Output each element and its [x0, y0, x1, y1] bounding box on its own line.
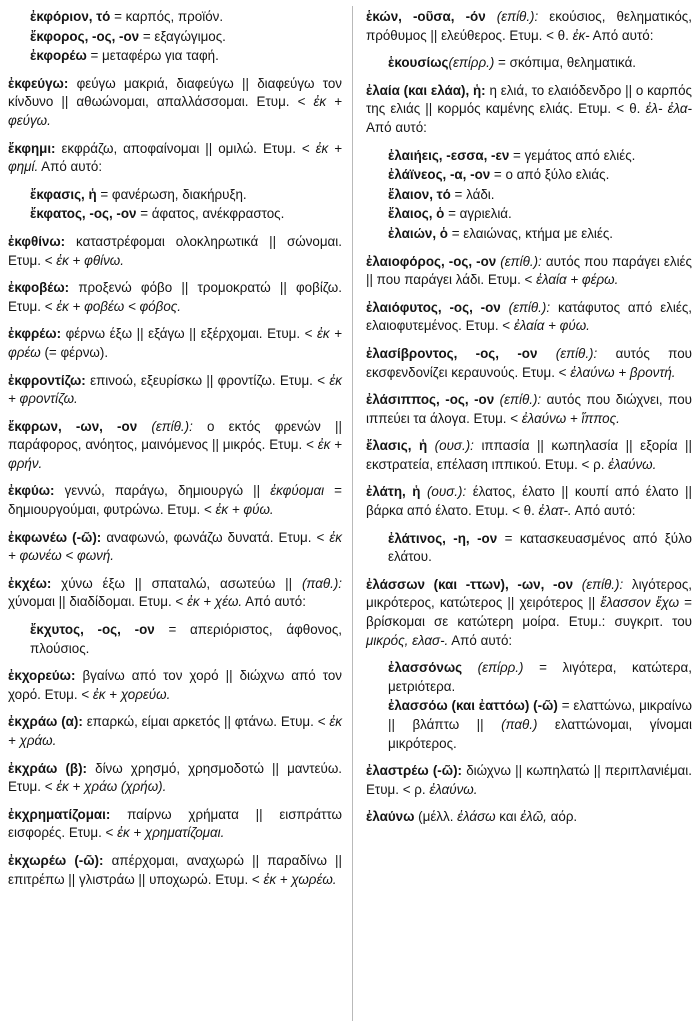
sub-entry: [366, 166, 692, 185]
grammar-note: (παθ.): [501, 717, 538, 732]
part-of-speech: (ουσ.):: [420, 484, 467, 500]
etymology: ἐλαύνω + βροντή.: [570, 364, 676, 380]
etymology: ἐκ + χορεύω.: [92, 686, 171, 702]
sub-entry: [8, 186, 342, 205]
headword: ἐλάϊνεος, -α, -ον: [388, 167, 491, 183]
part-of-speech: (επίθ.):: [485, 9, 539, 24]
dictionary-entry: [8, 529, 342, 566]
etymology-2: ἐκ + φύω.: [215, 502, 274, 518]
part-of-speech: (επίθ.):: [496, 253, 542, 269]
dictionary-entry: [8, 140, 342, 177]
definition-tail-2: Από αυτό:: [448, 632, 513, 648]
headword: ἐκφρέω:: [8, 326, 62, 342]
part-of-speech: (επίθ.):: [500, 299, 551, 315]
etymology: ἐλαία + φέρω.: [536, 272, 619, 288]
etymology: ἐκ + φωνέω < φωνή.: [8, 529, 343, 564]
dictionary-entry: [366, 808, 692, 827]
etymology-2: μικρός, ελασ-.: [366, 632, 449, 648]
column-divider: [352, 6, 353, 1021]
headword: ἐκφεύγω:: [8, 75, 69, 91]
dictionary-entry: [366, 437, 692, 474]
definition-tail: = δημιουργούμαι, φυτρώνω. Ετυμ. <: [8, 483, 342, 518]
definition: αυτός που παράγει ελιές || που παράγει λάδι. Ετυμ. <: [366, 253, 692, 288]
definition: επαρκώ, είμαι αρκετός || φτάνω. Ετυμ. <: [82, 714, 330, 730]
part-of-speech: (επίθ.):: [494, 392, 542, 408]
dictionary-entry: [8, 806, 342, 843]
dictionary-entry: [366, 391, 692, 428]
headword: ἐκχέω:: [8, 575, 52, 591]
etymology-2: ἐλῶ,: [520, 809, 547, 825]
dictionary-entry: [8, 482, 342, 519]
definition-tail: Από αυτό:: [366, 119, 427, 135]
part-of-speech: (επίθ.):: [537, 345, 598, 361]
headword: ἐκχρηματίζομαι:: [8, 806, 111, 822]
dictionary-entry: [366, 299, 692, 336]
headword: ἐκφθίνω:: [8, 233, 66, 249]
definition: προξενώ φόβο || τρομοκρατώ || φοβίζω. Ετυμ. <: [8, 280, 342, 314]
headword: ἑκουσίως: [388, 55, 449, 71]
dictionary-entry: [8, 713, 342, 750]
definition: = μεταφέρω για ταφή.: [86, 48, 219, 64]
definition: = αγριελιά.: [444, 206, 512, 222]
etymology: ἐλαία + φύω.: [513, 318, 590, 334]
headword: ἔκφορος, -ος, -ον: [30, 28, 140, 44]
headword: ἐλαία (και ελάα), ἡ:: [366, 82, 486, 98]
sub-entry: [366, 697, 692, 753]
etymology: ἐκ + χράω.: [8, 714, 342, 748]
etymology: ἐκφύομαι: [270, 483, 325, 499]
definition: διώχνω || κωπηλατώ || περιπλανιέμαι. Ετυμ. < ρ.: [366, 763, 692, 797]
definition: ο εκτός φρενών || παράφορος, ανόητος, μαινόμενος || μικρός. Ετυμ. <: [8, 418, 342, 453]
headword: ἔκχυτος, -ος, -ον: [30, 622, 155, 638]
definition-tail: Από αυτό:: [589, 27, 654, 43]
sub-entry: [366, 225, 692, 244]
etymology: ἐλάσω: [457, 809, 496, 825]
dictionary-entry: [366, 345, 692, 382]
definition: παίρνω χρήματα || εισπράττω εισφορές. Ετυμ. <: [8, 806, 342, 841]
dictionary-entry: [8, 372, 342, 409]
definition: η ελιά, το ελαιόδενδρο || ο καρπός της ελιάς || κορμός καμένης ελιάς. Ετυμ. < θ.: [366, 82, 692, 117]
headword: ἔκφημι:: [8, 140, 56, 156]
etymology: ἐλαύνω.: [608, 456, 657, 472]
dictionary-entry: [8, 760, 342, 797]
definition: κατάφυτος από ελιές, ελαιοφυτεμένος. Ετυμ. <: [366, 299, 692, 334]
headword: ἐλαιοφόρος, -ος, -ον: [366, 253, 497, 269]
definition: εκούσιος, θεληματικός, πρόθυμος || ελεύθερος. Ετυμ. < θ.: [366, 9, 692, 43]
sub-entry: [8, 47, 342, 66]
headword: ἐλαστρέω (-ῶ):: [366, 763, 462, 779]
etymology: ἐκ + φημί.: [8, 140, 343, 175]
part-of-speech: (επίρρ.): [462, 660, 524, 676]
definition: βγαίνω από τον χορό || διώχνω από τον χορό. Ετυμ. <: [8, 668, 342, 702]
etymology: ἐλατ-.: [538, 503, 572, 519]
dictionary-entry: [366, 253, 692, 290]
headword: ἐλασσόνως: [388, 660, 463, 676]
etymology: ἐκ + φρέω: [8, 326, 342, 360]
definition-tail-2: Από αυτό:: [242, 594, 306, 610]
headword: ἐλαιών, ὁ: [388, 225, 448, 241]
dictionary-entry: [8, 852, 342, 889]
etymology: ἐλαύνω + ἵππος.: [521, 410, 620, 426]
headword: ἐλασίβροντος, -ος, -ον: [366, 345, 538, 361]
headword: ἔλασις, ἡ: [366, 438, 428, 454]
definition-tail: Από αυτό:: [38, 159, 103, 175]
definition: = ο από ξύλο ελιάς.: [490, 167, 610, 183]
headword: ἐλάσιππος, -ος, -ον: [366, 392, 495, 408]
definition: = εξαγώγιμος.: [139, 28, 226, 44]
headword: ἐλαιήεις, -εσσα, -εν: [388, 147, 510, 163]
sub-entry: [8, 8, 342, 27]
headword: ἐκχράω (α):: [8, 714, 83, 730]
dictionary-entry: [366, 8, 692, 45]
definition-tail: (= φέρνω).: [40, 344, 109, 360]
dictionary-entry: [8, 75, 342, 131]
headword: ἐκφόριον, τό: [30, 9, 111, 24]
headword: ἐλάτη, ἡ: [366, 484, 421, 500]
sub-entry: [366, 530, 692, 567]
headword: ἐκφοβέω:: [8, 280, 70, 296]
definition: = ελαιώνας, κτήμα με ελιές.: [447, 225, 614, 241]
definition-tail: χύνομαι || διαδίδομαι. Ετυμ. <: [8, 594, 187, 610]
dictionary-entry: [366, 576, 692, 650]
dictionary-entry: [366, 762, 692, 799]
dictionary-entry: [8, 233, 342, 270]
definition: γεννώ, παράγω, δημιουργώ ||: [54, 483, 271, 499]
etymology: ἐκ + φρήν.: [8, 437, 342, 471]
definition: επινοώ, εξευρίσκω || φροντίζω. Ετυμ. <: [85, 372, 330, 388]
sub-entry: [366, 659, 692, 696]
definition: δίνω χρησμό, χρησμοδοτώ || μαντεύω. Ετυμ. <: [8, 760, 342, 795]
headword: ἐλάτινος, -η, -ον: [388, 530, 498, 546]
headword: ἐλαύνω: [366, 809, 415, 825]
dictionary-entry: [366, 82, 692, 138]
etymology: ἐλ- ἐλα-: [645, 101, 692, 117]
dictionary-entry: [366, 483, 692, 520]
etymology: ἐλαύνω.: [429, 781, 478, 797]
sub-entry: [8, 205, 342, 224]
definition: έλατος, έλατο || κουπί από έλατο || βάρκα από έλατο. Ετυμ. < θ.: [366, 484, 692, 519]
definition: = ελαττώνω, μικραίνω || βλάπτω ||: [388, 698, 692, 732]
etymology: ἐκ + χράω (χρήω).: [56, 779, 167, 795]
definition: αναφωνώ, φωνάζω δυνατά. Ετυμ. <: [101, 529, 330, 545]
definition: = άφατος, ανέκφραστος.: [136, 206, 285, 222]
definition: λιγότερος, μικρότερος, κατώτερος || χειρότερος ||: [366, 576, 692, 611]
dictionary-entry: [8, 575, 342, 612]
headword: ἔκφασις, ἡ: [30, 186, 97, 202]
headword: ἔκφατος, -ος, -ον: [30, 206, 137, 222]
headword: ἐλάσσων (και -ττων), -ων, -ον: [366, 576, 574, 592]
headword: ἐκφροντίζω:: [8, 372, 86, 388]
definition: εκφράζω, αποφαίνομαι || ομιλώ. Ετυμ. <: [55, 140, 316, 156]
etymology: ἐκ + φροντίζω.: [8, 372, 342, 407]
definition: = λιγότερα, κατώτερα, μετριότερα.: [388, 660, 693, 694]
definition-tail: και: [495, 809, 521, 825]
definition-tail: Από αυτό:: [571, 503, 636, 519]
definition: απέρχομαι, αναχωρώ || παραδίνω || επιτρέπω || γλιστράω || υποχωρώ. Ετυμ. <: [8, 852, 342, 887]
etymology: ἔλασσον ἔχω: [600, 595, 680, 611]
sub-entry: [8, 621, 342, 658]
sub-entry: [366, 54, 692, 73]
headword: ἐκφύω:: [8, 483, 55, 499]
sub-entry: [366, 147, 692, 166]
definition: φέρνω έξω || εξάγω || εξέρχομαι. Ετυμ. <: [61, 326, 318, 342]
definition: = γεμάτος από ελιές.: [509, 147, 636, 163]
etymology-2: ἐκ + χέω.: [186, 594, 243, 610]
definition: αυτός που εκσφενδονίζει κεραυνούς. Ετυμ. <: [366, 345, 693, 380]
etymology: ἐκ + φεύγω.: [8, 94, 342, 128]
part-of-speech: (επίθ.):: [137, 418, 193, 434]
headword: ἐλασσόω (και ἐαττόω) (-ῶ): [388, 698, 558, 714]
part-of-speech: (επίρρ.): [448, 55, 495, 71]
dictionary-entry: [8, 667, 342, 704]
definition: = κατασκευασμένος από ξύλο ελάτου.: [388, 530, 693, 565]
headword: ἐκχορεύω:: [8, 668, 76, 684]
headword: ἐκχράω (β):: [8, 760, 88, 776]
definition: = σκόπιμα, θεληματικά.: [494, 55, 637, 71]
definition-tail: = βρίσκομαι σε κατώτερη μοίρα. Ετυμ.: συγκριτ. του: [366, 595, 692, 630]
etymology: ἐκ + φοβέω < φόβος.: [56, 298, 182, 314]
headword: ἐλαιόφυτος, -ος, -ον: [366, 299, 501, 315]
definition: = λάδι.: [450, 186, 495, 202]
headword: ἔλαιος, ὁ: [388, 206, 445, 222]
headword: ἐκχωρέω (-ῶ):: [8, 852, 104, 868]
headword: ἐκφορέω: [30, 48, 87, 64]
definition-tail: ελαττώνομαι, γίνομαι μικρότερος.: [388, 717, 692, 751]
etymology: ἐκ + χρηματίζομαι.: [117, 825, 225, 841]
sub-entry: [366, 186, 692, 205]
grammar-note: (παθ.):: [301, 575, 342, 591]
definition: καταστρέφομαι ολοκληρωτικά || σώνομαι. Ετυμ. <: [8, 233, 342, 268]
right-column: [366, 8, 692, 836]
definition: (μέλλ.: [414, 809, 458, 825]
definition-tail-2: αόρ.: [546, 809, 578, 825]
sub-entry: [8, 28, 342, 47]
headword: ἔκφρων, -ων, -ον: [8, 418, 138, 434]
sub-entry: [366, 205, 692, 224]
definition: χύνω έξω || σπαταλώ, ασωτεύω ||: [51, 575, 302, 591]
part-of-speech: (επίθ.):: [573, 576, 624, 592]
dictionary-entry: [8, 279, 342, 316]
definition: = φανέρωση, διακήρυξη.: [96, 186, 247, 202]
definition: = απεριόριστος, άφθονος, πλούσιος.: [30, 622, 343, 656]
etymology: ἐκ + φθίνω.: [56, 252, 124, 268]
headword: ἑκών, -οῦσα, -όν: [366, 9, 486, 24]
headword: ἐκφωνέω (-ῶ):: [8, 529, 102, 545]
etymology: ἐκ-: [572, 27, 590, 43]
left-column: [8, 8, 342, 898]
dictionary-entry: [8, 418, 342, 474]
definition: αυτός που διώχνει, που ιππεύει τα άλογα. Ετυμ. <: [366, 392, 692, 426]
definition: ιππασία || κωπηλασία || εξορία || εκστρατεία, επέλαση ιππικού. Ετυμ. < ρ.: [366, 438, 693, 472]
dictionary-entry: [8, 325, 342, 362]
definition: φεύγω μακριά, διαφεύγω || διαφεύγω τον κίνδυνο || αθωώνομαι, απαλλάσσομαι. Ετυμ. <: [8, 75, 342, 110]
etymology: ἐκ + χωρέω.: [263, 871, 337, 887]
headword: ἔλαιον, τό: [388, 186, 451, 202]
part-of-speech: (ουσ.):: [427, 438, 474, 454]
definition: = καρπός, προϊόν.: [110, 9, 224, 24]
